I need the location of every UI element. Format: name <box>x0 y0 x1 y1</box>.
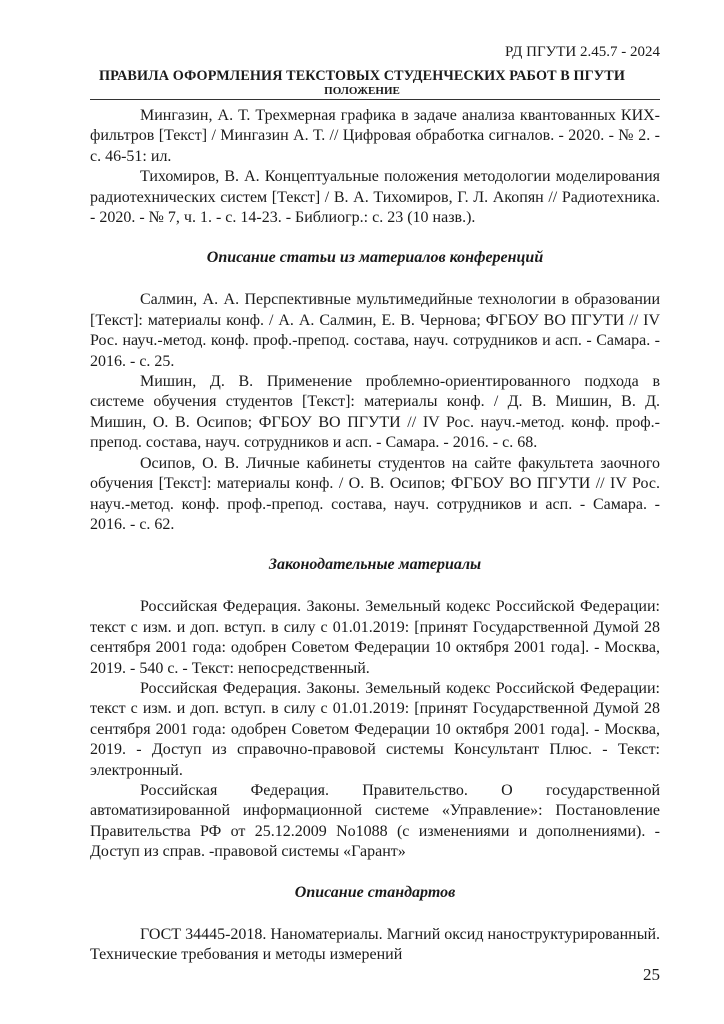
section-heading-conferences: Описание статьи из материалов конференций <box>206 249 544 267</box>
section-heading-standards: Описание стандартов <box>294 883 456 901</box>
reference-item: Мишин, Д. В. Применение проблемно-ориентированного подхода в системе обучения студентов [Текст]: материалы конф. / Д. В. Мишин, В. Д. Мишин, О. В. Осипов; ФГБОУ ВО ПГУТИ // IV Рос. науч.-метод. конф. проф.-препод. состава, науч. сотрудников и асп. - Самара. - 2016. - с. 68. <box>90 373 660 452</box>
header-divider <box>90 99 660 100</box>
document-subtitle: ПОЛОЖЕНИЕ <box>324 85 400 97</box>
document-title: ПРАВИЛА ОФОРМЛЕНИЯ ТЕКСТОВЫХ СТУДЕНЧЕСКИХ РАБОТ В ПГУТИ <box>99 68 625 84</box>
reference-item: Российская Федерация. Законы. Земельный кодекс Российской Федерации: текст с изм. и доп. вступ. в силу с 01.01.2019: [принят Государственной Думой 28 сентября 2001 года: одобрен Советом Федерации 10 октября 2001 года]. - Москва, 2019. - Доступ из справочно-правовой системы Консультант Плюс. - Текст: электронный. <box>90 679 660 779</box>
page-content <box>90 106 660 965</box>
reference-item: Российская Федерация. Законы. Земельный кодекс Российской Федерации: текст с изм. и доп. вступ. в силу с 01.01.2019: [принят Государственной Думой 28 сентября 2001 года: одобрен Советом Федерации 10 октября 2001 года]. - Москва, 2019. - 540 с. - Текст: непосредственный. <box>90 598 660 677</box>
reference-item: Мингазин, А. Т. Трехмерная графика в задаче анализа квантованных КИХ-фильтров [Текст] / Мингазин А. Т. // Цифровая обработка сигналов. - 2020. - № 2. - с. 46-51: ил. <box>90 107 660 165</box>
section-heading-legislation: Законодательные материалы <box>268 556 482 574</box>
reference-item: Тихомиров, В. А. Концептуальные положения методологии моделирования радиотехнических систем [Текст] / В. А. Тихомиров, Г. Л. Акопян // Радиотехника. - 2020. - № 7, ч. 1. - с. 14-23. - Библиогр.: с. 23 (10 назв.). <box>90 168 660 227</box>
page-number: 25 <box>643 965 660 984</box>
reference-item: ГОСТ 34445-2018. Наноматериалы. Магний оксид наноструктурированный. Технические требования и методы измерений <box>90 925 660 963</box>
reference-item: Салмин, А. А. Перспективные мультимедийные технологии в образовании [Текст]: материалы конф. / А. А. Салмин, Е. В. Чернова; ФГБОУ ВО ПГУТИ // IV Рос. науч.-метод. конф. проф.-препод. состава, науч. сотрудников и асп. - Самара. - 2016. - с. 25. <box>90 291 660 370</box>
reference-item: Российская Федерация. Правительство. О государственной автоматизированной информационной системе «Управление»: Постановление Правительства РФ от 25.12.2009 No1088 (с изменениями и дополнениями). - Доступ из справ. -правовой системы «Гарант» <box>90 781 660 861</box>
document-code: РД ПГУТИ 2.45.7 - 2024 <box>504 44 660 60</box>
reference-item: Осипов, О. В. Личные кабинеты студентов на сайте факультета заочного обучения [Текст]: материалы конф. / О. В. Осипов; ФГБОУ ВО ПГУТИ // IV Рос. науч.-метод. конф. проф.-препод. состава, науч. сотрудников и асп. - Самара. - 2016. - с. 62. <box>90 454 660 533</box>
